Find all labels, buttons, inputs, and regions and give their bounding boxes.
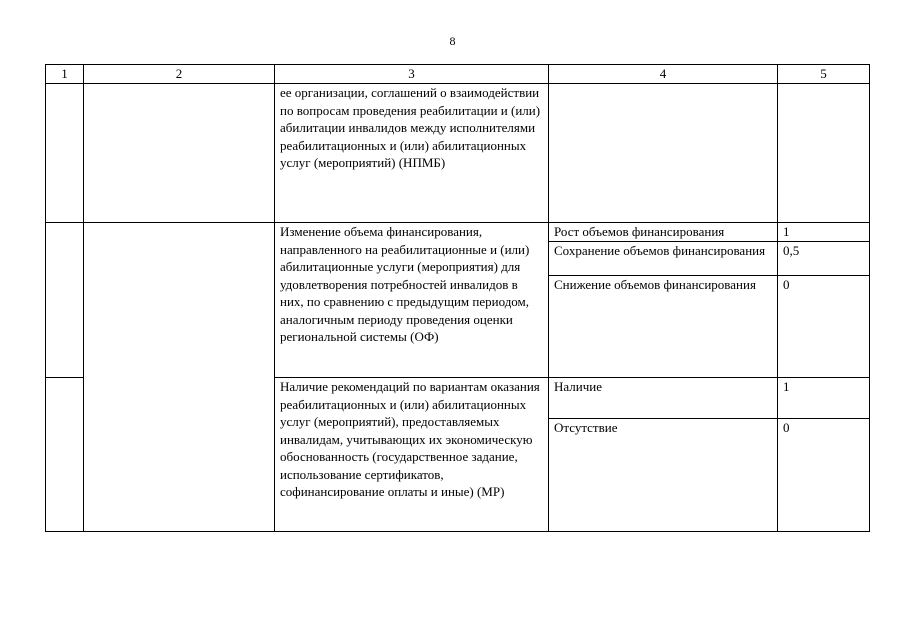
criterion-of-preserve: Сохранение объемов финансирования <box>549 242 778 276</box>
score-of-preserve: 0,5 <box>778 242 870 276</box>
score-of-decrease: 0 <box>778 276 870 378</box>
cell-col-1 <box>46 84 84 223</box>
header-col-4: 4 <box>549 65 778 84</box>
indicator-mr-text: Наличие рекомендаций по вариантам оказания реабилитационных и (или) абилитационных услуг (мероприятий), предоставляемых инвалидам, учитывающих их экономическую обоснованность (государственное задание, использование сертификатов, софинансирование оплаты и иные) (МР) <box>275 378 549 532</box>
header-col-5: 5 <box>778 65 870 84</box>
header-col-2: 2 <box>84 65 275 84</box>
table-row-of-1 <box>46 223 870 242</box>
criterion-mr-present: Наличие <box>549 378 778 419</box>
cell-col-2 <box>84 84 275 223</box>
table-row-continued <box>46 84 870 223</box>
indicator-of-text: Изменение объема финансирования, направленного на реабилитационные и (или) абилитационные услуги (мероприятия) для удовлетворения потребностей инвалидов в них, по сравнению с предыдущим периодом, аналогичным периоду проведения оценки региональной системы (ОФ) <box>275 223 549 378</box>
score-of-growth: 1 <box>778 223 870 242</box>
cell-col-5 <box>778 84 870 223</box>
criterion-mr-absent: Отсутствие <box>549 419 778 532</box>
score-mr-absent: 0 <box>778 419 870 532</box>
cell-col-2 <box>84 223 275 532</box>
criterion-of-growth: Рост объемов финансирования <box>549 223 778 242</box>
header-col-1: 1 <box>46 65 84 84</box>
page-number: 8 <box>449 34 456 48</box>
table-header-row <box>46 65 870 84</box>
criteria-table <box>45 64 870 532</box>
indicator-npmb-text: ее организации, соглашений о взаимодействии по вопросам проведения реабилитации и (или) абилитации инвалидов между исполнителями реабилитационных и (или) абилитационных услуг (мероприятий) (НПМБ) <box>275 84 549 223</box>
score-mr-present: 1 <box>778 378 870 419</box>
header-col-3: 3 <box>275 65 549 84</box>
cell-col-1 <box>46 223 84 378</box>
cell-col-4 <box>549 84 778 223</box>
cell-col-1 <box>46 378 84 532</box>
criterion-of-decrease: Снижение объемов финансирования <box>549 276 778 378</box>
